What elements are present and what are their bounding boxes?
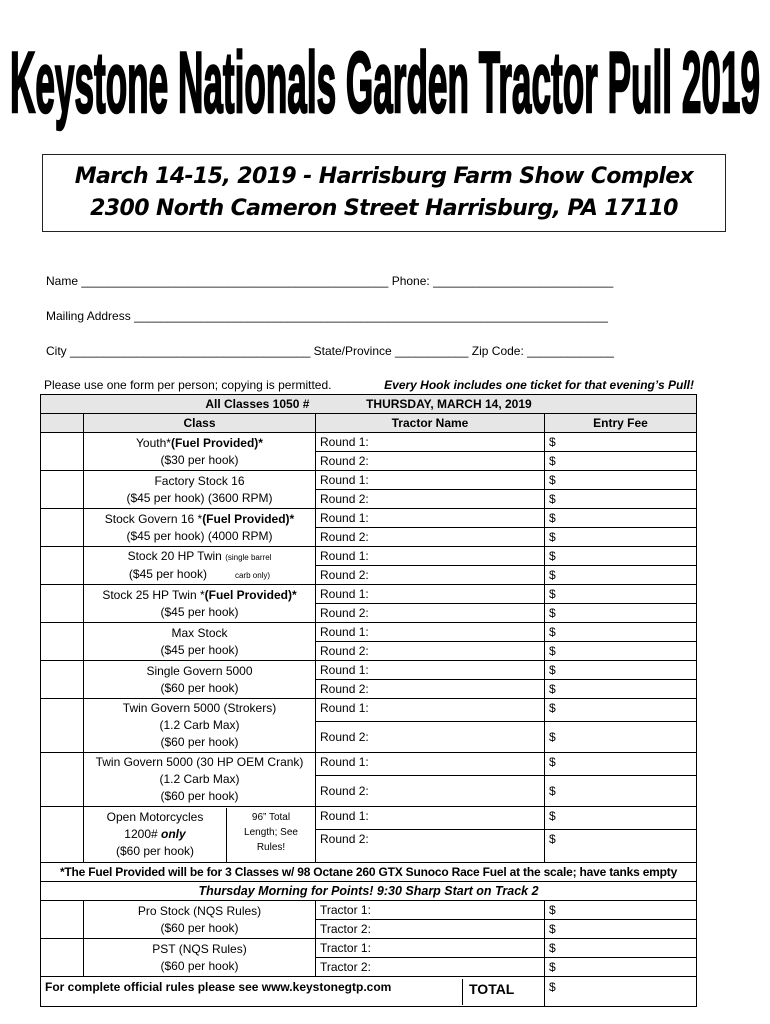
tractor-name-field[interactable]: Round 1: [316, 661, 545, 680]
zip-field[interactable]: _____________ [527, 344, 614, 358]
tractor-name-field[interactable]: Tractor 1: [316, 901, 545, 920]
table-row [41, 433, 697, 452]
table-row [41, 901, 697, 920]
tractor-name-field[interactable]: Tractor 2: [316, 920, 545, 939]
entry-fee-field[interactable]: $ [545, 623, 697, 642]
total-label: TOTAL [462, 979, 544, 1005]
tractor-name-field[interactable]: Round 1: [316, 547, 545, 566]
tractor-name-field[interactable]: Round 2: [316, 830, 545, 863]
entry-fee-field[interactable]: $ [545, 920, 697, 939]
venue-box [42, 154, 726, 232]
class-cell: PST (NQS Rules) ($60 per hook) [84, 939, 316, 977]
address-field[interactable]: _______________________________________________________________________ [134, 309, 608, 323]
entry-fee-field[interactable]: $ [545, 661, 697, 680]
class-checkbox-cell[interactable] [41, 807, 84, 863]
table-row [41, 623, 697, 642]
entry-fee-field[interactable]: $ [545, 452, 697, 471]
venue-date-line: March 14-15, 2019 - Harrisburg Farm Show Complex [74, 164, 694, 189]
entry-fee-field[interactable]: $ [545, 433, 697, 452]
zip-label: Zip Code: [471, 344, 524, 358]
total-row [41, 977, 697, 1007]
table-row [41, 939, 697, 958]
address-row [46, 309, 692, 323]
entry-fee-field[interactable]: $ [545, 528, 697, 547]
copy-note: Please use one form per person; copying is permitted. [44, 378, 332, 392]
points-header-row [41, 882, 697, 901]
name-label: Name [46, 274, 79, 288]
class-cell: Stock 20 HP Twin (single barrel ($45 per hook) carb only) [84, 547, 316, 585]
class-checkbox-cell[interactable] [41, 661, 84, 699]
table-row [41, 807, 697, 830]
tractor-name-field[interactable]: Round 1: [316, 585, 545, 604]
entry-fee-field[interactable]: $ [545, 566, 697, 585]
venue-address-line: 2300 North Cameron Street Harrisburg, PA 17110 [90, 196, 678, 221]
tractor-name-field[interactable]: Round 2: [316, 680, 545, 699]
table-row [41, 699, 697, 722]
fuel-note-row [41, 863, 697, 882]
check-column-header [41, 414, 84, 433]
phone-label: Phone: [391, 274, 430, 288]
tractor-name-field[interactable]: Round 2: [316, 722, 545, 753]
tractor-name-field[interactable]: Tractor 2: [316, 958, 545, 977]
table-row [41, 585, 697, 604]
tractor-name-field[interactable]: Round 1: [316, 623, 545, 642]
tractor-name-field[interactable]: Round 1: [316, 433, 545, 452]
class-cell: Stock 25 HP Twin *(Fuel Provided)* ($45 per hook) [84, 585, 316, 623]
class-checkbox-cell[interactable] [41, 547, 84, 585]
table-row [41, 547, 697, 566]
class-cell: Open Motorcycles 1200# only ($60 per hook) 96” Total Length; See Rules! [84, 807, 316, 863]
class-cell: Twin Govern 5000 (Strokers) (1.2 Carb Max) ($60 per hook) [84, 699, 316, 753]
entry-fee-field[interactable]: $ [545, 753, 697, 776]
tractor-name-field[interactable]: Round 1: [316, 699, 545, 722]
tractor-name-field[interactable]: Round 2: [316, 642, 545, 661]
entry-fee-field[interactable]: $ [545, 939, 697, 958]
total-fee-field[interactable]: $ [545, 977, 697, 1007]
entry-fee-field[interactable]: $ [545, 699, 697, 722]
state-label: State/Province [313, 344, 392, 358]
entry-fee-field[interactable]: $ [545, 585, 697, 604]
column-header-row [41, 414, 697, 433]
class-column-header: Class [84, 414, 316, 433]
entry-fee-field[interactable]: $ [545, 471, 697, 490]
class-cell: Single Govern 5000 ($60 per hook) [84, 661, 316, 699]
length-note: 96” Total Length; See Rules! [226, 808, 315, 862]
entry-fee-field[interactable]: $ [545, 547, 697, 566]
class-cell: Max Stock ($45 per hook) [84, 623, 316, 661]
address-label: Mailing Address [46, 309, 131, 323]
table-row [41, 509, 697, 528]
table-row [41, 661, 697, 680]
entry-fee-field[interactable]: $ [545, 680, 697, 699]
entry-table [40, 394, 697, 1007]
class-checkbox-cell[interactable] [41, 585, 84, 623]
class-checkbox-cell[interactable] [41, 901, 84, 939]
title-text: Keystone Nationals Garden Tractor Pull 2019 [10, 35, 760, 131]
table-row [41, 753, 697, 776]
rules-note: For complete official rules please see www.keystonegtp.com [41, 977, 316, 1007]
classes-weight-label: All Classes 1050 # [205, 396, 310, 411]
class-checkbox-cell[interactable] [41, 699, 84, 753]
name-field[interactable]: ______________________________________________ [81, 274, 389, 288]
tractor-name-field[interactable]: Round 2: [316, 490, 545, 509]
event-date-label: THURSDAY, MARCH 14, 2019 [366, 396, 532, 411]
city-row [46, 344, 692, 358]
notes-row [44, 378, 694, 392]
tractor-name-field[interactable]: Round 2: [316, 452, 545, 471]
entry-fee-field[interactable]: $ [545, 901, 697, 920]
tractor-name-field[interactable]: Round 2: [316, 776, 545, 807]
fuel-note: *The Fuel Provided will be for 3 Classes w/ 98 Octane 260 GTX Sunoco Race Fuel at the scale; have tanks empty [41, 863, 697, 882]
class-cell: Pro Stock (NQS Rules) ($60 per hook) [84, 901, 316, 939]
phone-field[interactable]: ___________________________ [433, 274, 614, 288]
entry-fee-field[interactable]: $ [545, 776, 697, 807]
class-checkbox-cell[interactable] [41, 753, 84, 807]
tractor-name-field[interactable]: Round 2: [316, 566, 545, 585]
class-checkbox-cell[interactable] [41, 509, 84, 547]
class-cell: Twin Govern 5000 (30 HP OEM Crank) (1.2 Carb Max) ($60 per hook) [84, 753, 316, 807]
class-checkbox-cell[interactable] [41, 433, 84, 471]
tractor-name-field[interactable]: Round 1: [316, 807, 545, 830]
class-cell: Factory Stock 16 ($45 per hook) (3600 RPM) [84, 471, 316, 509]
entry-fee-field[interactable]: $ [545, 958, 697, 977]
entry-fee-field[interactable]: $ [545, 509, 697, 528]
entry-fee-field[interactable]: $ [545, 722, 697, 753]
class-cell: Youth*(Fuel Provided)* ($30 per hook) [84, 433, 316, 471]
class-checkbox-cell[interactable] [41, 471, 84, 509]
tractor-name-field[interactable]: Round 2: [316, 604, 545, 623]
class-cell: Stock Govern 16 *(Fuel Provided)* ($45 per hook) (4000 RPM) [84, 509, 316, 547]
page-title [6, 8, 764, 131]
entry-fee-field[interactable]: $ [545, 830, 697, 863]
entry-fee-field[interactable]: $ [545, 604, 697, 623]
table-title-row [41, 395, 697, 414]
tractor-name-field[interactable]: Round 1: [316, 471, 545, 490]
tractor-column-header: Tractor Name [316, 414, 545, 433]
table-row [41, 471, 697, 490]
name-phone-row [46, 274, 692, 288]
entry-fee-field[interactable]: $ [545, 490, 697, 509]
class-checkbox-cell[interactable] [41, 623, 84, 661]
thursday-morning-note: Thursday Morning for Points! 9:30 Sharp Start on Track 2 [41, 882, 697, 901]
fee-column-header: Entry Fee [545, 414, 697, 433]
tractor-name-field[interactable]: Tractor 1: [316, 939, 545, 958]
entry-fee-field[interactable]: $ [545, 807, 697, 830]
class-checkbox-cell[interactable] [41, 939, 84, 977]
ticket-note: Every Hook includes one ticket for that evening’s Pull! [384, 378, 694, 392]
city-label: City [46, 344, 67, 358]
tractor-name-field[interactable]: Round 1: [316, 509, 545, 528]
city-field[interactable]: ____________________________________ [70, 344, 311, 358]
entry-fee-field[interactable]: $ [545, 642, 697, 661]
tractor-name-field[interactable]: Round 2: [316, 528, 545, 547]
tractor-name-field[interactable]: Round 1: [316, 753, 545, 776]
state-field[interactable]: ___________ [395, 344, 469, 358]
